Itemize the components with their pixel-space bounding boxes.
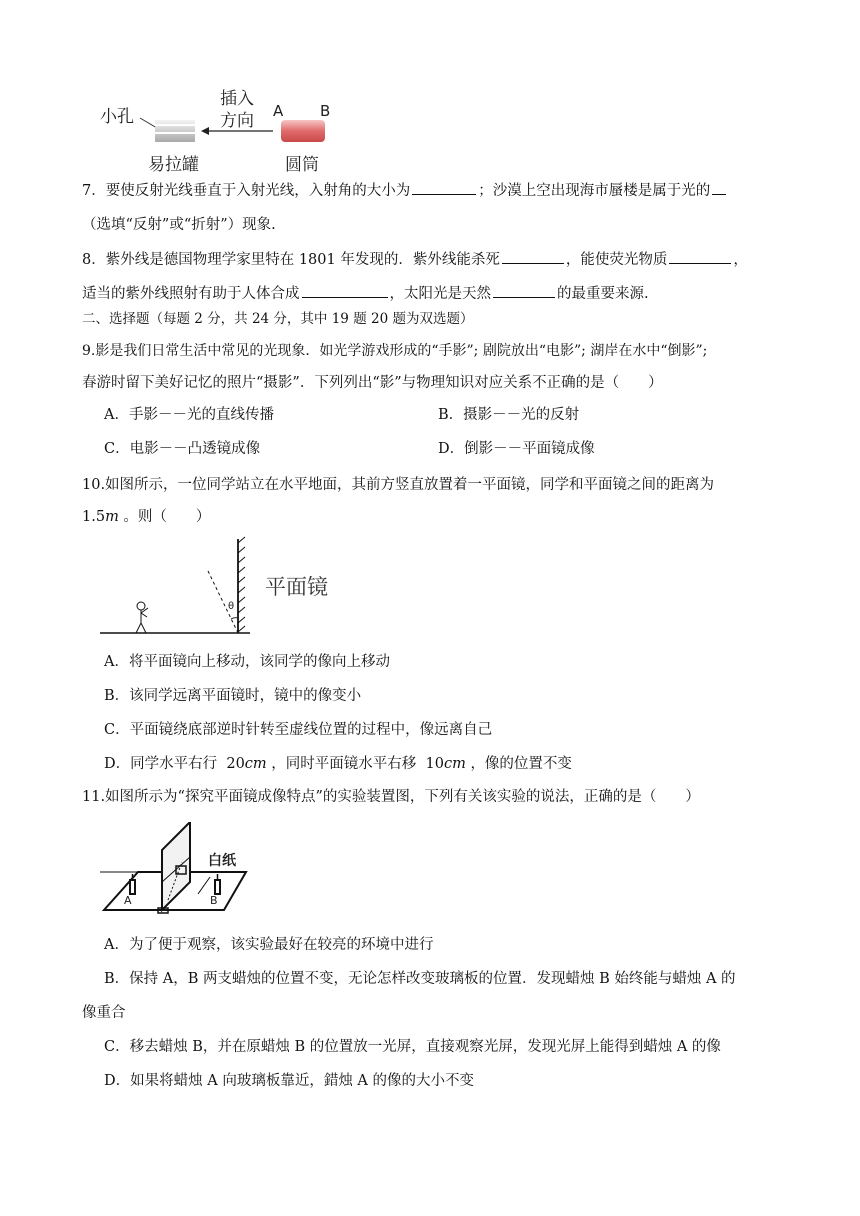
q10-then: 。则（ ） — [123, 509, 211, 525]
hole-label: 小孔 — [100, 107, 134, 127]
section2-title: 二、选择题（每题 2 分，共 24 分，其中 19 题 20 题为双选题） — [82, 311, 474, 327]
q7-text-b: ；沙漠上空出现海市蜃楼是属于光的 — [478, 183, 711, 199]
mirror-figure — [100, 535, 350, 640]
can-label: 易拉罐 — [148, 155, 199, 175]
q11-option-a[interactable]: A．为了便于观察，该实验最好在较亮的环境中进行 — [104, 937, 434, 953]
q8-blank-2[interactable] — [669, 249, 731, 264]
q10-option-d-text-b: ，同时平面镜水平右移 — [271, 756, 417, 772]
white-paper-label: 白纸 — [208, 853, 236, 869]
q11-option-c[interactable]: C．移去蜡烛 B，并在原蜡烛 B 的位置放一光屏，直接观察光屏，发现光屏上能得到蜡烛 A 的像 — [104, 1039, 721, 1055]
q8-line1 — [82, 249, 748, 270]
q8-blank-3[interactable] — [302, 283, 388, 298]
candle-b-label: B — [210, 894, 218, 907]
q7-text-a: 7．要使反射光线垂直于入射光线，入射角的大小为 — [82, 183, 411, 199]
q7-blank-1[interactable] — [412, 180, 476, 195]
q7-line2: （选填“反射”或“折射”）现象. — [82, 217, 276, 233]
q9-option-c[interactable]: C．电影－－凸透镜成像 — [104, 441, 261, 457]
q8-text-e: ，太阳光是天然 — [389, 286, 491, 302]
q9-option-a[interactable]: A．手影－－光的直线传播 — [104, 407, 274, 423]
q8-text-b: ，能使荧光物质 — [565, 252, 668, 268]
q9-line2: 春游时留下美好记忆的照片“摄影”．下列列出“影”与物理知识对应关系不正确的是（ ） — [82, 375, 663, 391]
q8-text-a: 8．紫外线是德国物理学家里特在 1801 年发现的．紫外线能杀死 — [82, 252, 500, 268]
tube-label: 圆筒 — [285, 155, 319, 175]
q8-text-f: 的最重要来源. — [557, 286, 649, 302]
a-label: A — [273, 102, 284, 120]
q9-option-d[interactable]: D．倒影－－平面镜成像 — [438, 441, 595, 457]
q10-option-b[interactable]: B．该同学远离平面镜时，镜中的像变小 — [104, 688, 362, 704]
q10-line2 — [82, 507, 210, 527]
q9-line1: 9.影是我们日常生活中常见的光现象．如光学游戏形成的“手影”; 剧院放出“电影”; 湖岸在水中“倒影”; — [82, 343, 708, 359]
q10-option-d-value-2: 10 — [425, 756, 444, 772]
q11-option-d[interactable]: D．如果将蜡烛 A 向玻璃板靠近，錯烛 A 的像的大小不变 — [104, 1073, 475, 1089]
b-label: B — [320, 102, 331, 120]
q10-distance-value: 1.5 — [82, 509, 106, 525]
experiment-figure — [100, 822, 260, 914]
q8-text-c: ， — [733, 252, 748, 268]
q10-option-d-value-1: 20 — [226, 756, 245, 772]
arrow-label-1: 插入 — [220, 89, 254, 109]
q7-line1 — [82, 180, 728, 201]
q10-option-d-text-c: ，像的位置不变 — [470, 756, 572, 772]
q11-line1: 11.如图所示为“探究平面镜成像特点”的实验装置图，下列有关该实验的说法，正确的是（ ） — [82, 789, 700, 805]
q10-line1: 10.如图所示，一位同学站立在水平地面，其前方竖直放置着一平面镜，同学和平面镜之间的距离为 — [82, 477, 715, 493]
arrow-label-2: 方向 — [220, 111, 254, 131]
q10-option-d-unit-2: cm — [443, 756, 466, 772]
q8-blank-4[interactable] — [493, 283, 555, 298]
q10-option-d-text-a: D．同学水平右行 — [104, 756, 218, 772]
q7-blank-2[interactable] — [712, 180, 726, 195]
can-tube-figure — [95, 80, 355, 175]
q8-blank-1[interactable] — [502, 249, 564, 264]
candle-a-label: A — [124, 894, 132, 907]
q8-text-d: 适当的紫外线照射有助于人体合成 — [82, 286, 300, 302]
q10-option-a[interactable]: A．将平面镜向上移动，该同学的像向上移动 — [104, 654, 390, 670]
q8-line2 — [82, 283, 649, 304]
q10-distance-unit: m — [105, 509, 119, 525]
theta-label: θ — [228, 601, 235, 612]
mirror-label: 平面镜 — [265, 575, 328, 599]
q10-option-d[interactable] — [104, 754, 572, 774]
q11-option-b-line1[interactable]: B．保持 A，B 两支蜡烛的位置不变，无论怎样改变玻璃板的位置．发现蜡烛 B 始终能与蜡烛 A 的 — [104, 971, 736, 987]
q11-option-b-line2: 像重合 — [82, 1005, 126, 1021]
can-tube-drawing — [95, 80, 355, 175]
q9-option-b[interactable]: B．摄影－－光的反射 — [438, 407, 580, 423]
q10-option-c[interactable]: C．平面镜绕底部逆时针转至虚线位置的过程中，像远离自己 — [104, 722, 493, 738]
q10-option-d-unit-1: cm — [244, 756, 267, 772]
